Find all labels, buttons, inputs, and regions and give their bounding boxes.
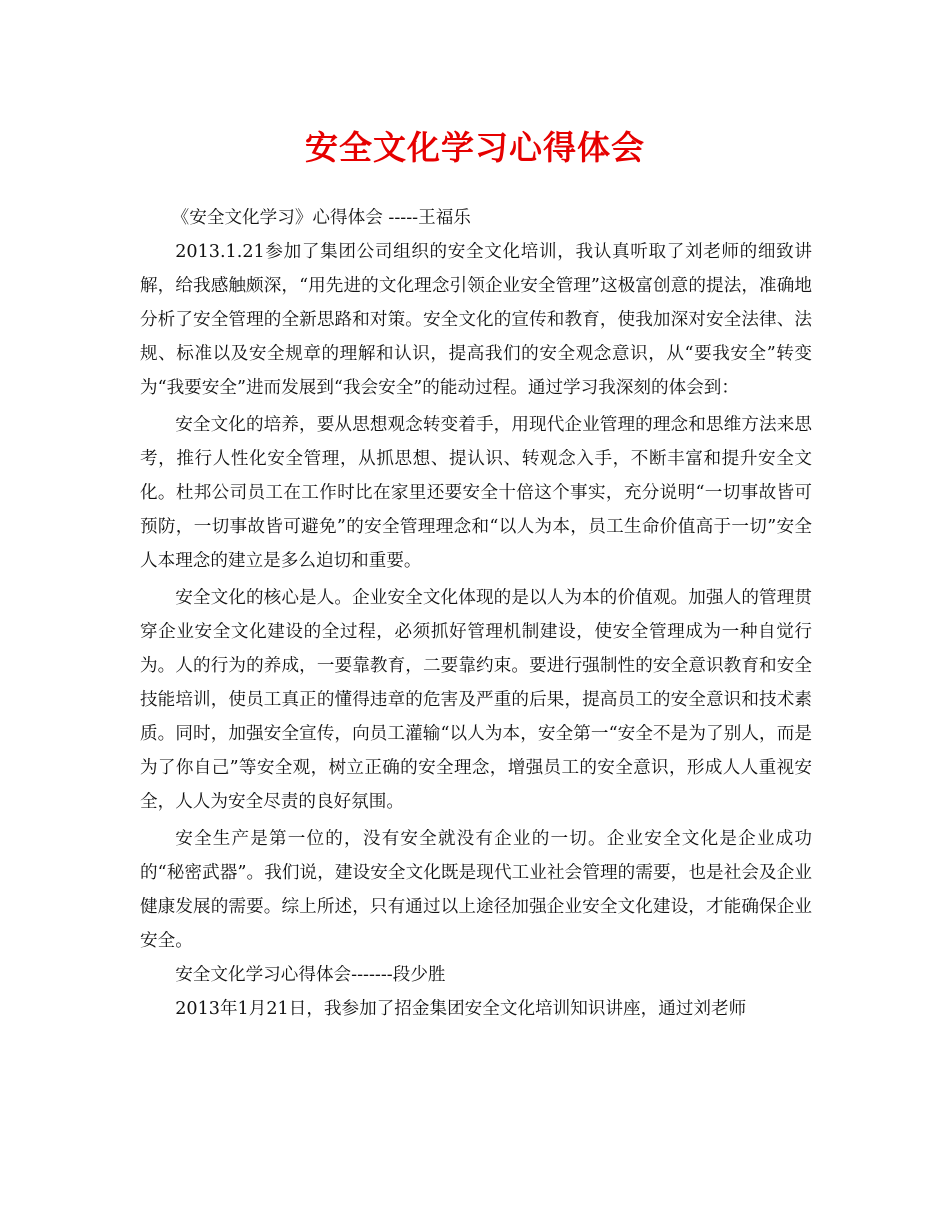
paragraph-culture-cultivation: 安全文化的培养，要从思想观念转变着手，用现代企业管理的理念和思维方法来思考，推行人性化安全管理，从抓思想、提认识、转观念入手，不断丰富和提升安全文化。杜邦公司员工在工作时比在家里还要安全十倍这个事实，充分说明“一切事故皆可预防，一切事故皆可避免”的安全管理理念和“以人为本，员工生命价值高于一切”安全人本理念的建立是多么迫切和重要。 bbox=[140, 415, 812, 571]
document-title: 安全文化学习心得体会 bbox=[305, 128, 645, 167]
paragraph-intro: 2013.1.21参加了集团公司组织的安全文化培训，我认真听取了刘老师的细致讲解，给我感触颇深，“用先进的文化理念引领企业安全管理”这极富创意的提法，准确地分析了安全管理的全新思路和对策。安全文化的宣传和教育，使我加深对安全法律、法规、标准以及安全规章的理解和认识，提高我们的安全观念意识，从“要我安全”转变为“我要安全”进而发展到“我会安全”的能动过程。通过学习我深刻的体会到： bbox=[140, 242, 812, 398]
paragraph-culture-core: 安全文化的核心是人。企业安全文化体现的是以人为本的价值观。加强人的管理贯穿企业安全文化建设的全过程，必须抓好管理机制建设，使安全管理成为一种自觉行为。人的行为的养成，一要靠教育，二要靠约束。要进行强制性的安全意识教育和安全技能培训，使员工真正的懂得违章的危害及严重的后果，提高员工的安全意识和技术素质。同时，加强安全宣传，向员工灌输“以人为本，安全第一“安全不是为了别人，而是为了你自己”等安全观，树立正确的安全理念，增强员工的安全意识，形成人人重视安全，人人为安全尽责的良好氛围。 bbox=[140, 588, 812, 812]
document-body bbox=[140, 201, 812, 1026]
paragraph-duan-intro: 2013年1月21日，我参加了招金集团安全文化培训知识讲座，通过刘老师 bbox=[175, 999, 747, 1019]
paragraph-safety-first: 安全生产是第一位的，没有安全就没有企业的一切。企业安全文化是企业成功的“秘密武器”。我们说，建设安全文化既是现代工业社会管理的需要，也是社会及企业健康发展的需要。综上所述，只有通过以上途径加强企业安全文化建设，才能确保企业安全。 bbox=[140, 829, 812, 951]
author-line-wang: 《安全文化学习》心得体会 -----王福乐 bbox=[171, 208, 471, 228]
author-line-duan: 安全文化学习心得体会-------段少胜 bbox=[175, 965, 446, 985]
